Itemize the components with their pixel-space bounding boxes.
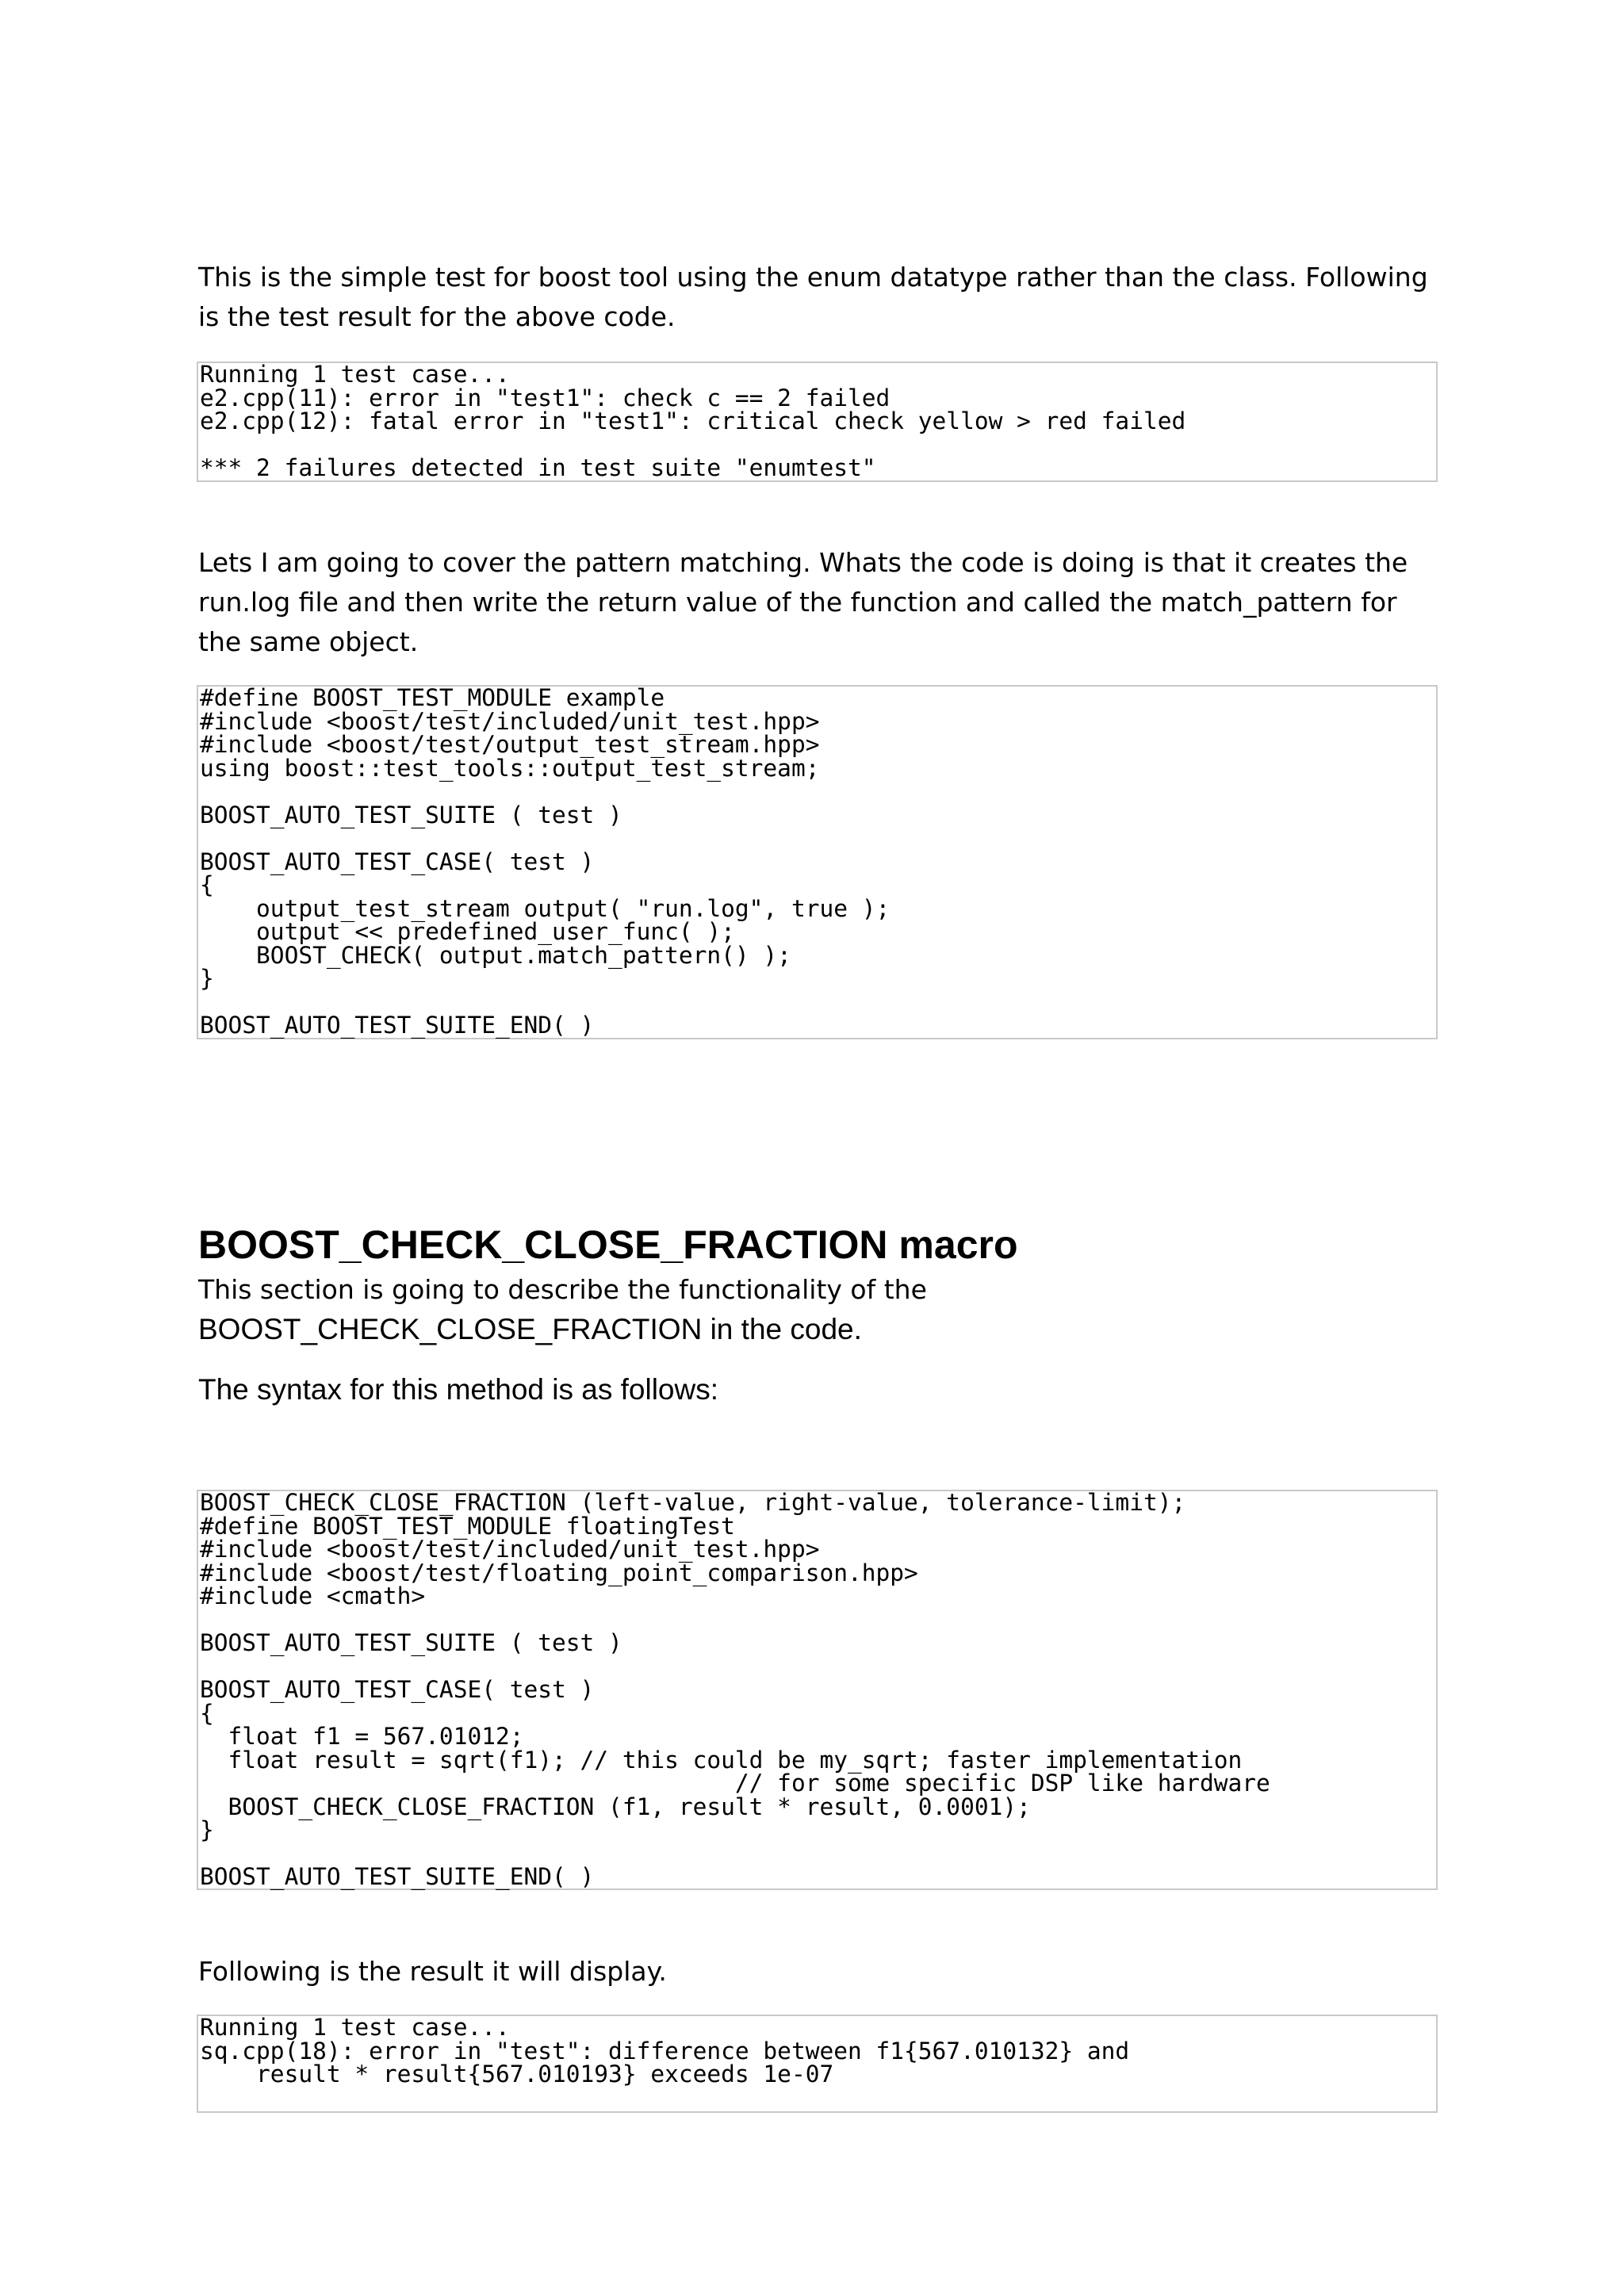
pattern-code-text: #define BOOST_TEST_MODULE example #include <boost/test/included/unit_test.hpp> #include <boost/test/output_test_stream.hpp> using boost::test_tools::output_test_stream; BOOST_AUTO_TEST_SUITE ( test ) BOOST_AUTO_TEST_CASE( test ) { output_test_stream output( "run.log", true ); output << predefined_user_func( ); BOOST_CHECK( output.match_pattern() ); } BOOST_AUTO_TEST_SUITE_END( ) — [200, 684, 891, 1039]
result-paragraph: Following is the result it will display. — [198, 1956, 667, 1987]
fraction-code-text: BOOST_CHECK_CLOSE_FRACTION (left-value, right-value, tolerance-limit); #define BOOST_TEST_MODULE floatingTest #include <boost/test/included/unit_test.hpp> #include <boost/test/floating_point_comparison.hpp> #include <cmath> BOOST_AUTO_TEST_SUITE ( test ) BOOST_AUTO_TEST_CASE( test ) { float f1 = 567.01012; float result = sqrt(f1); // this could be my_sqrt; faster implementation // for some specific DSP like hardware BOOST_CHECK_CLOSE_FRACTION (f1, result * result, 0.0001); } BOOST_AUTO_TEST_SUITE_END( ) — [200, 1489, 1270, 1890]
section-intro-paragraph — [198, 1270, 1435, 1350]
output-block-2-text: Running 1 test case... sq.cpp(18): error in "test": difference between f1{567.010132} and result * result{567.010193} exceeds 1e-07 — [200, 2014, 1130, 2087]
fraction-code-block — [197, 1490, 1438, 1890]
section-intro-text: This section is going to describe the functionality of the — [198, 1274, 927, 1305]
output-block-2 — [197, 2015, 1438, 2113]
section-heading: BOOST_CHECK_CLOSE_FRACTION macro — [198, 1223, 1018, 1267]
output-block-1-text: Running 1 test case... e2.cpp(11): error in "test1": check c == 2 failed e2.cpp(12): fatal error in "test1": critical check yellow > red failed *** 2 failures detected in test suite "enumtest" — [200, 361, 1186, 481]
section-intro-macro-text: BOOST_CHECK_CLOSE_FRACTION in the code. — [198, 1313, 862, 1345]
syntax-paragraph: The syntax for this method is as follows: — [198, 1373, 718, 1406]
pattern-code-block — [197, 685, 1438, 1039]
pattern-paragraph: Lets I am going to cover the pattern matching. Whats the code is doing is that it creates the run.log file and then write the return value of the function and called the match_pattern for the same object. — [198, 547, 1408, 657]
intro-paragraph: This is the simple test for boost tool using the enum datatype rather than the class. Following is the test result for the above code. — [198, 262, 1428, 332]
output-block-1 — [197, 362, 1438, 482]
